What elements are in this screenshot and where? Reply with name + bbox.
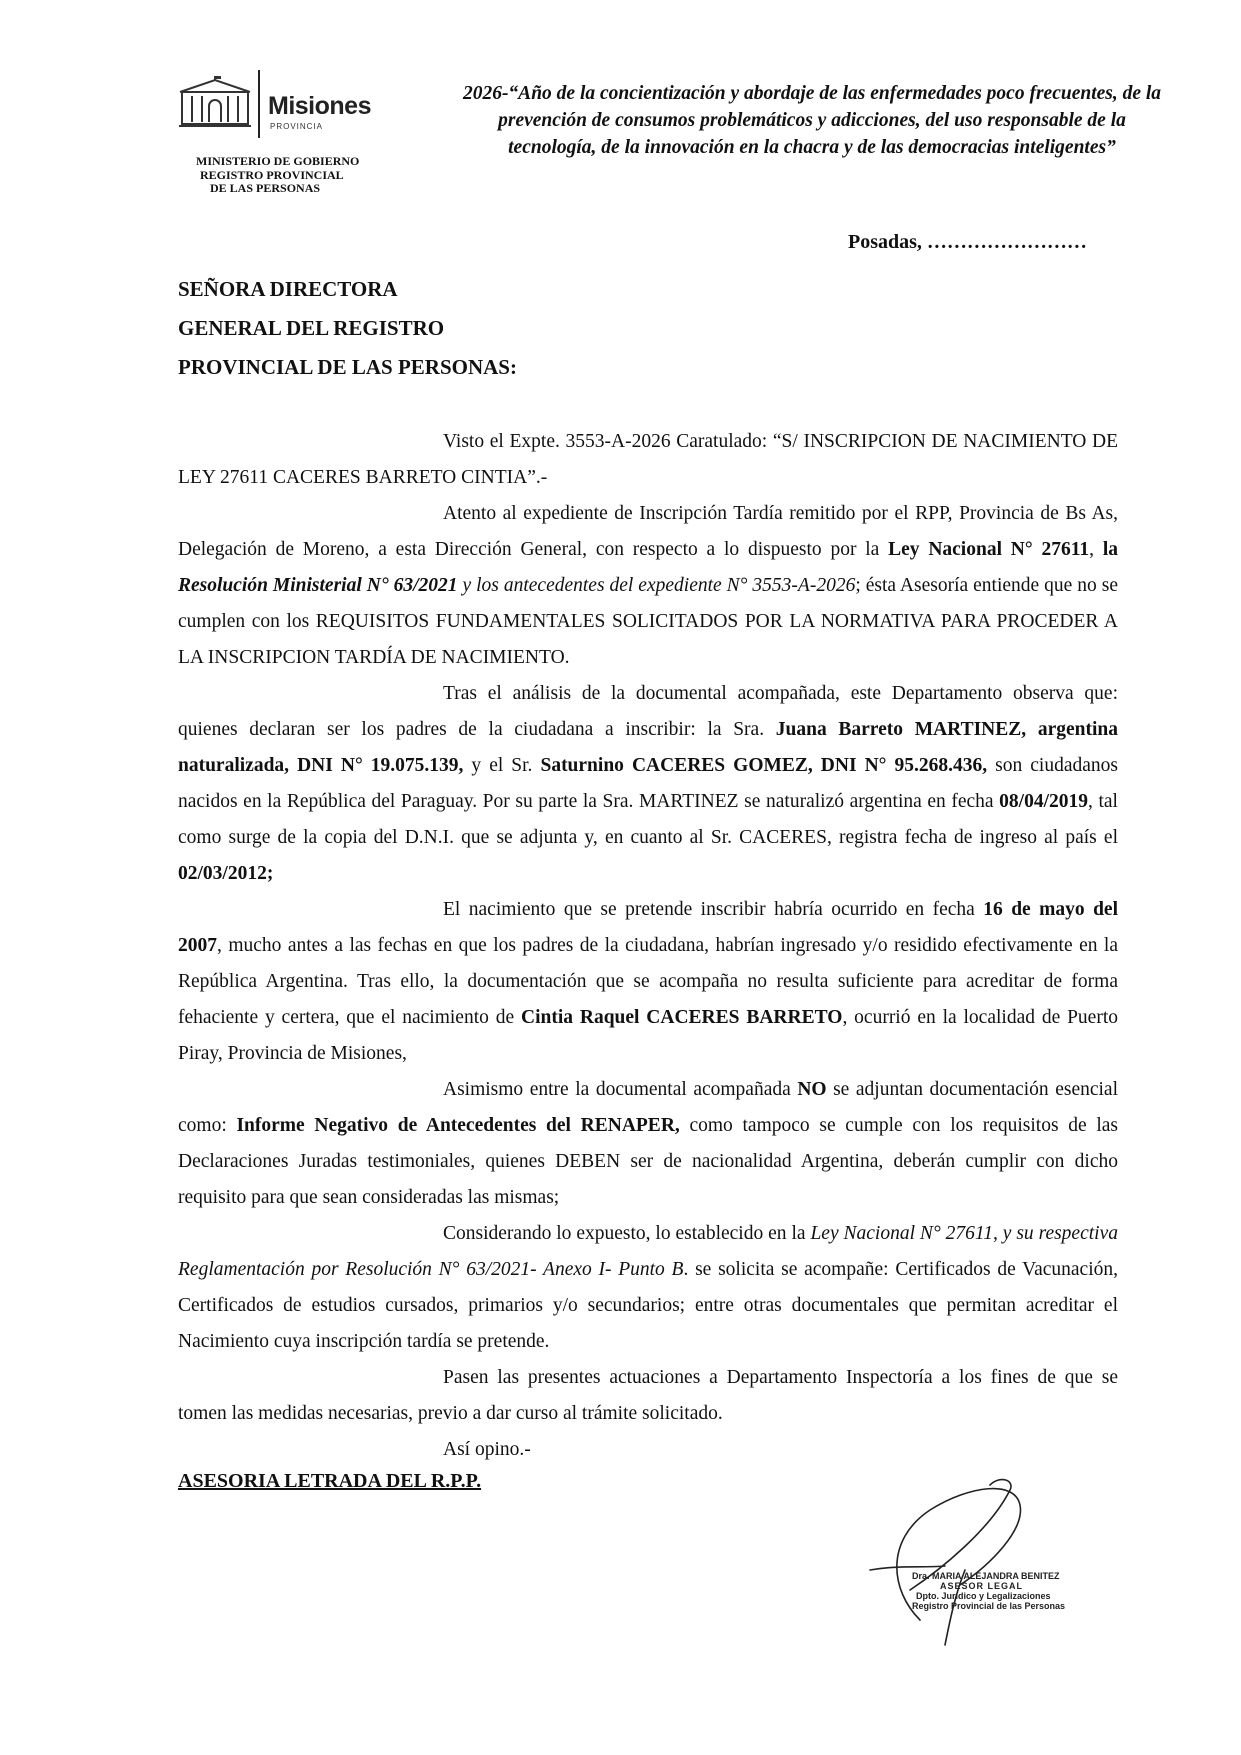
paragraph-analisis: Tras el análisis de la documental acompañada, este Departamento observa que: quienes declaran ser los padres de la ciudadana a inscribir: la Sra. Juana Barreto MARTINEZ, argentina naturalizada, DNI N° 19.075.139, y el Sr. Saturnino CACERES GOMEZ, DNI N° 95.268.436, son ciudadanos nacidos en la República del Paraguay. Por su parte la Sra. MARTINEZ se naturalizó argentina en fecha 08/04/2019, tal como surge de la copia del D.N.I. que se adjunta y, en cuanto al Sr. CACERES, registra fecha de ingreso al país el 02/03/2012; bbox=[178, 683, 1118, 884]
paragraph-nacimiento: El nacimiento que se pretende inscribir habría ocurrido en fecha 16 de mayo del 2007, mucho antes a las fechas en que los padres de la ciudadana, habrían ingresado y/o residido efectivamente en la República Argentina. Tras ello, la documentación que se acompaña no resulta suficiente para acreditar de forma fehaciente y certera, que el nacimiento de Cintia Raquel CACERES BARRETO, ocurrió en la localidad de Puerto Piray, Provincia de Misiones, bbox=[178, 899, 1119, 1064]
motto-line: 2026-“Año de la concientización y abordaje de las enfermedades poco frecuentes, de la bbox=[462, 83, 1162, 104]
motto-line: prevención de consumos problemáticos y adicciones, del uso responsable de la bbox=[498, 110, 1126, 131]
misiones-logo bbox=[178, 68, 378, 142]
stamp-line: Dra. MARIA ALEJANDRA BENITEZ bbox=[912, 1571, 1060, 1581]
addressee-block bbox=[178, 270, 517, 387]
paragraph-visto: Visto el Expte. 3553-A-2026 Caratulado: “S/ INSCRIPCION DE NACIMIENTO DE LEY 27611 CACERES BARRETO CINTIA”.- bbox=[178, 431, 1118, 488]
ministry-line: DE LAS PERSONAS bbox=[210, 181, 321, 195]
stamp-line: Registro Provincial de las Personas bbox=[912, 1601, 1066, 1611]
government-house-icon bbox=[178, 76, 252, 130]
logo-divider bbox=[258, 70, 260, 138]
paragraph-opino: Así opino.- bbox=[443, 1439, 531, 1460]
year-motto bbox=[432, 80, 1192, 161]
stamp-line: ASESOR LEGAL bbox=[940, 1581, 1024, 1591]
handwritten-signature bbox=[850, 1470, 1065, 1660]
place-date: Posadas, …………………… bbox=[848, 231, 1087, 253]
stamp-line: Dpto. Jurídico y Legalizaciones bbox=[916, 1591, 1051, 1601]
paragraph-atento: Atento al expediente de Inscripción Tardía remitido por el RPP, Provincia de Bs As, Delegación de Moreno, a esta Dirección General, con respecto a lo dispuesto por la Ley Nacional N° 27611, la Resolución Ministerial N° 63/2021 y los antecedentes del expediente N° 3553-A-2026; ésta Asesoría entiende que no se cumplen con los REQUISITOS FUNDAMENTALES SOLICITADOS POR LA NORMATIVA PARA PROCEDER A LA INSCRIPCION TARDÍA DE NACIMIENTO. bbox=[178, 503, 1119, 668]
logo-brand: Misiones bbox=[268, 92, 371, 120]
paragraph-pasen: Pasen las presentes actuaciones a Departamento Inspectoría a los fines de que se tomen las medidas necesarias, previo a dar curso al trámite solicitado. bbox=[178, 1367, 1118, 1424]
addressee-line: SEÑORA DIRECTORA bbox=[178, 277, 398, 301]
signing-office: ASESORIA LETRADA DEL R.P.P. bbox=[178, 1470, 482, 1492]
document-body bbox=[178, 424, 1118, 1468]
ministry-line: REGISTRO PROVINCIAL bbox=[200, 167, 344, 182]
paragraph-asimismo: Asimismo entre la documental acompañada NO se adjuntan documentación esencial como: Informe Negativo de Antecedentes del RENAPER, como tampoco se cumple con los requisitos de las Declaraciones Juradas testimoniales, quienes DEBEN ser de nacionalidad Argentina, deberán cumplir con dicho requisito para que sean consideradas las mismas; bbox=[178, 1079, 1119, 1208]
addressee-line: GENERAL DEL REGISTRO bbox=[178, 316, 445, 340]
logo-subtitle: PROVINCIA bbox=[270, 122, 324, 131]
signature-stamp bbox=[912, 1571, 1092, 1611]
ministry-line: MINISTERIO DE GOBIERNO bbox=[196, 154, 360, 168]
paragraph-considerando: Considerando lo expuesto, lo establecido en la Ley Nacional N° 27611, y su respectiva Reglamentación por Resolución N° 63/2021- Anexo I- Punto B. se solicita se acompañe: Certificados de Vacunación, Certificados de estudios cursados, primarios y/o secundarios; entre otras documentales que permitan acreditar el Nacimiento cuya inscripción tardía se pretende. bbox=[178, 1223, 1118, 1352]
motto-line: tecnología, de la innovación en la chacra y de las democracias inteligentes” bbox=[508, 137, 1116, 158]
ministry-block bbox=[196, 155, 359, 196]
addressee-line: PROVINCIAL DE LAS PERSONAS: bbox=[178, 355, 517, 379]
